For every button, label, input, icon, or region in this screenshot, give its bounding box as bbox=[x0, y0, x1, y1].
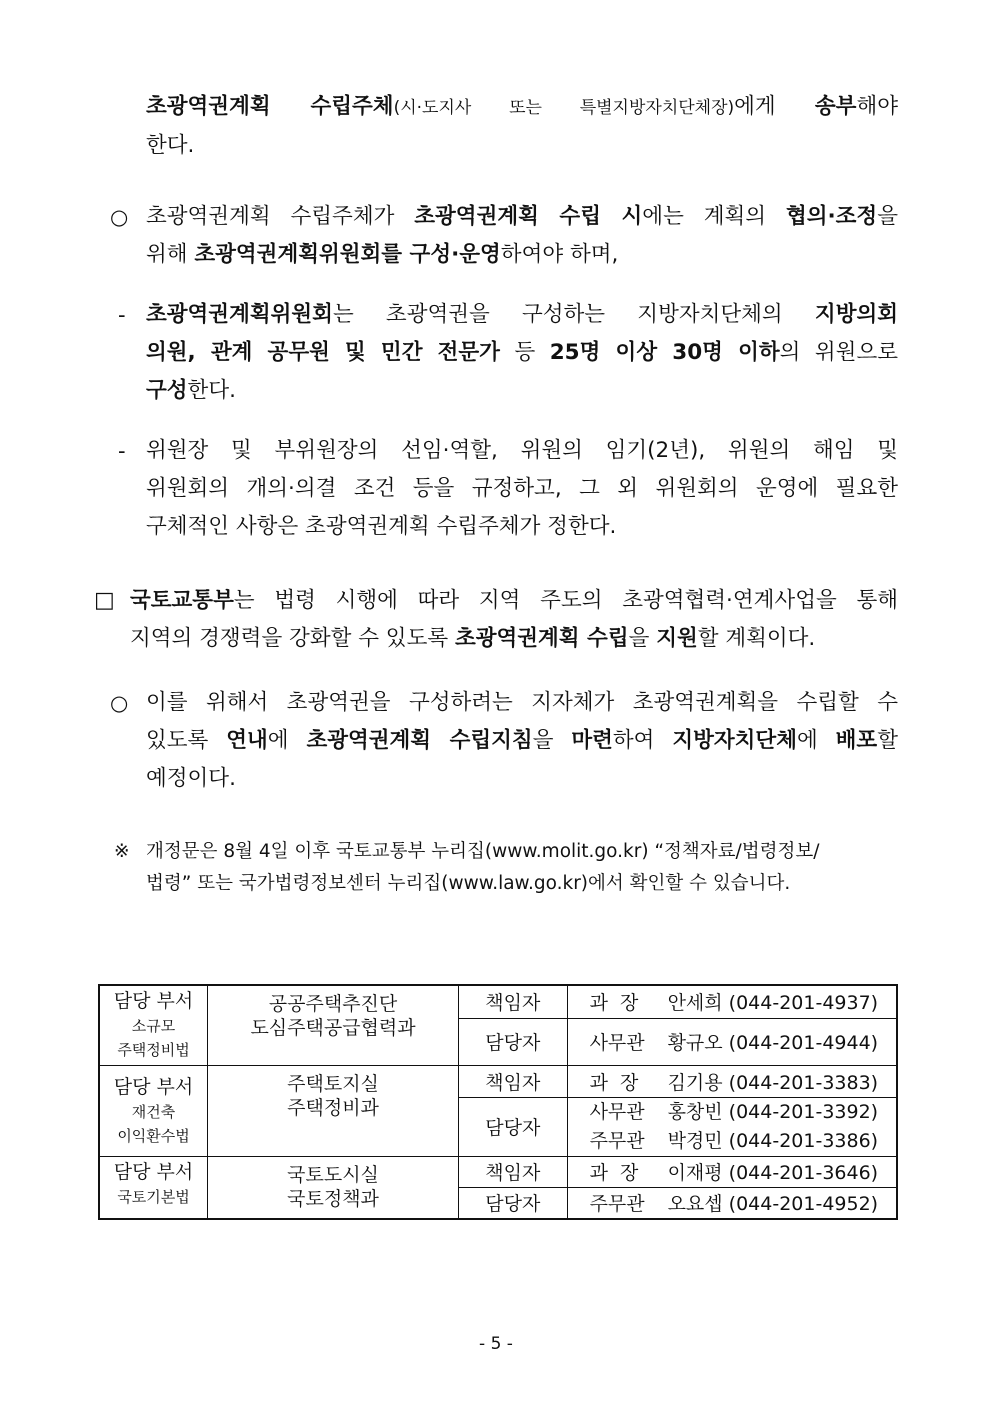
dept-cell: 담당 부서 국토기본법 bbox=[99, 1156, 208, 1219]
paragraph-line: 초광역권계획 수립주체(시·도지사 또는 특별지방자치단체장)에게 송부해야 bbox=[146, 94, 898, 119]
contacts-table bbox=[98, 984, 898, 1220]
role-cell: 책임자 bbox=[458, 1156, 567, 1187]
paragraph-line: 초광역권계획위원회는 초광역권을 구성하는 지방자치단체의 지방의회 bbox=[146, 302, 898, 327]
circle-bullet: ○ bbox=[110, 205, 129, 229]
paragraph-line: 있도록 연내에 초광역권계획 수립지침을 마련하여 지방자치단체에 배포할 bbox=[146, 728, 898, 753]
paragraph-line: 위해 초광역권계획위원회를 구성·운영하여야 하며, bbox=[146, 242, 619, 267]
role-cell: 책임자 bbox=[458, 1065, 567, 1097]
note-line: 개정문은 8월 4일 이후 국토교통부 누리집(www.molit.go.kr) “정책자료/법령정보/ bbox=[146, 841, 820, 862]
person-cell: 주무관 오요셉 (044-201-4952) bbox=[567, 1187, 897, 1219]
paragraph-line: 구성한다. bbox=[146, 378, 236, 403]
reference-mark: ※ bbox=[114, 841, 130, 862]
dept-cell: 담당 부서 재건축 이익환수법 bbox=[99, 1065, 208, 1156]
paragraph-line: 국토교통부는 법령 시행에 따라 지역 주도의 초광역협력·연계사업을 통해 bbox=[130, 588, 898, 613]
paragraph-line: 위원장 및 부위원장의 선임·역할, 위원의 임기(2년), 위원의 해임 및 bbox=[146, 438, 898, 463]
role-cell: 담당자 bbox=[458, 1097, 567, 1156]
paragraph-line: 이를 위해서 초광역권을 구성하려는 지자체가 초광역권계획을 수립할 수 bbox=[146, 690, 898, 715]
page-number: - 5 - bbox=[479, 1334, 513, 1354]
paragraph-line: 초광역권계획 수립주체가 초광역권계획 수립 시에는 계획의 협의·조정을 bbox=[146, 204, 898, 229]
paragraph-guideline-distribution bbox=[146, 684, 898, 798]
paragraph-committee-rules bbox=[146, 432, 898, 546]
org-cell: 국토도시실 국토정책과 bbox=[208, 1156, 459, 1219]
circle-bullet: ○ bbox=[110, 691, 129, 715]
paragraph-line: 지역의 경쟁력을 강화할 수 있도록 초광역권계획 수립을 지원할 계획이다. bbox=[130, 626, 816, 651]
role-cell: 책임자 bbox=[458, 985, 567, 1018]
paragraph-line: 의원, 관계 공무원 및 민간 전문가 등 25명 이상 30명 이하의 위원으로 bbox=[146, 340, 898, 365]
table-row bbox=[99, 1065, 897, 1097]
person-cell: 사무관 홍창빈 (044-201-3392) 주무관 박경민 (044-201-3386) bbox=[567, 1097, 897, 1156]
table-row bbox=[99, 1156, 897, 1187]
paragraph-line: 구체적인 사항은 초광역권계획 수립주체가 정한다. bbox=[146, 514, 617, 539]
dash-bullet: - bbox=[118, 303, 126, 327]
paragraph-committee-members bbox=[146, 296, 898, 410]
dept-cell: 담당 부서 소규모 주택정비법 bbox=[99, 985, 208, 1065]
square-bullet: □ bbox=[94, 588, 115, 613]
paragraph-ministry-support bbox=[130, 582, 898, 658]
table-row bbox=[99, 985, 897, 1018]
person-cell: 과 장 안세희 (044-201-4937) bbox=[567, 985, 897, 1018]
person-cell: 과 장 이재평 (044-201-3646) bbox=[567, 1156, 897, 1187]
paragraph-line: 한다. bbox=[146, 133, 195, 158]
role-cell: 담당자 bbox=[458, 1187, 567, 1219]
org-cell: 주택토지실 주택정비과 bbox=[208, 1065, 459, 1156]
org-cell: 공공주택추진단 도심주택공급협력과 bbox=[208, 985, 459, 1065]
person-cell: 사무관 황규오 (044-201-4944) bbox=[567, 1018, 897, 1065]
paragraph-line: 예정이다. bbox=[146, 766, 236, 791]
note-line: 법령” 또는 국가법령정보센터 누리집(www.law.go.kr)에서 확인할 수 있습니다. bbox=[146, 873, 791, 894]
role-cell: 담당자 bbox=[458, 1018, 567, 1065]
dash-bullet: - bbox=[118, 439, 126, 463]
paragraph-committee-formation bbox=[146, 198, 898, 274]
paragraph-line: 위원회의 개의·의결 조건 등을 규정하고, 그 외 위원회의 운영에 필요한 bbox=[146, 476, 898, 501]
paragraph-continuation bbox=[146, 88, 898, 165]
person-cell: 과 장 김기용 (044-201-3383) bbox=[567, 1065, 897, 1097]
